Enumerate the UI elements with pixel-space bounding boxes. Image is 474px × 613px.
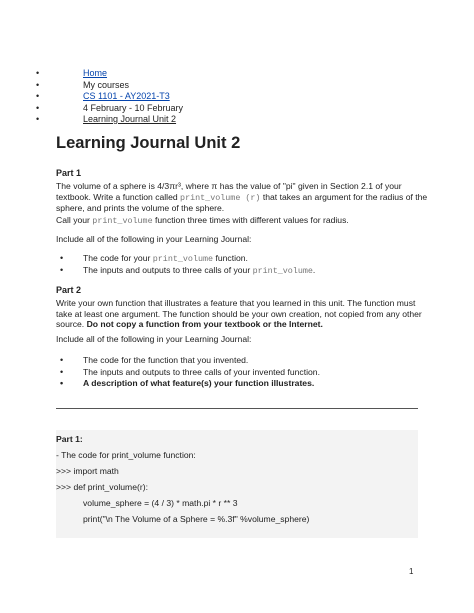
- section-divider: [56, 408, 418, 409]
- part1-paragraph-1: [56, 181, 428, 214]
- list-item: [56, 253, 315, 265]
- part1-para2-text-b: function three times with different values for radius.: [152, 215, 349, 225]
- code-line: print("\n The Volume of a Sphere = %.3f" %volume_sphere): [83, 514, 310, 524]
- part2-heading: Part 2: [56, 285, 82, 295]
- answer-box: [56, 430, 418, 538]
- list-item: • The inputs and outputs to three calls of your invented function.: [56, 367, 320, 379]
- home-link[interactable]: Home: [83, 68, 108, 78]
- part2-bullet-list: [56, 355, 320, 390]
- code-line: volume_sphere = (4 / 3) * math.pi * r ** 3: [83, 498, 238, 508]
- answer-heading: Part 1:: [56, 434, 83, 444]
- page-title: Learning Journal Unit 2: [56, 134, 241, 152]
- list-item: • A description of what feature(s) your function illustrates.: [56, 378, 320, 390]
- breadcrumb-item-current: [36, 114, 183, 126]
- list-item: [56, 265, 315, 277]
- print-volume-code: print_volume: [252, 265, 313, 276]
- code-line: >>> import math: [56, 466, 119, 476]
- breadcrumb: [36, 68, 183, 126]
- bullet1-text-b: function.: [213, 253, 248, 263]
- current-page-text: Learning Journal Unit 2: [83, 114, 177, 124]
- part1-bullet-list: [56, 253, 315, 276]
- part1-para2-text-a: Call your: [56, 215, 93, 225]
- breadcrumb-item-home[interactable]: [36, 68, 183, 80]
- print-volume-signature-code: print_volume (r): [180, 192, 261, 203]
- answer-line: - The code for print_volume function:: [56, 450, 196, 460]
- part1-text-a: The volume of a sphere is 4/3πr³, where π has the value of "pi" given in Section 2.1 of your textbook. Write a function called: [56, 181, 402, 202]
- bullet1-text-a: The code for your: [83, 253, 153, 263]
- bullet2-text-b: .: [312, 264, 316, 275]
- breadcrumb-item-week: [36, 103, 183, 115]
- page-number: 1: [409, 567, 414, 576]
- part2-paragraph-2: Include all of the following in your Learning Journal:: [56, 334, 252, 344]
- part2-paragraph-1: [56, 298, 428, 330]
- part1-heading: Part 1: [56, 168, 82, 178]
- breadcrumb-item-my-courses: [36, 80, 183, 92]
- my-courses-text: My courses: [83, 79, 130, 90]
- part1-text-b: that takes an argument for the radius of the sphere, and prints the volume of the sphere.: [56, 191, 428, 213]
- breadcrumb-item-course[interactable]: [36, 91, 183, 103]
- course-link[interactable]: CS 1101 - AY2021-T3: [83, 91, 170, 101]
- code-line: >>> def print_volume(r):: [56, 482, 148, 492]
- list-item: • The code for the function that you invented.: [56, 355, 320, 367]
- part2-bold-text: Do not copy a function from your textbook or the Internet.: [86, 319, 323, 329]
- part2-text-a: Write your own function that illustrates a feature that you learned in this unit. The function must take at least one argument. The function should be your own creation, not copied from any other source.: [56, 298, 422, 329]
- bullet2-text-a: The inputs and outputs to three calls of your: [83, 264, 253, 275]
- print-volume-code: print_volume: [92, 216, 153, 226]
- print-volume-code: print_volume: [152, 254, 214, 264]
- week-text: 4 February - 10 February: [83, 102, 184, 113]
- part1-paragraph-2: [56, 215, 428, 227]
- part1-paragraph-3: Include all of the following in your Learning Journal:: [56, 234, 252, 244]
